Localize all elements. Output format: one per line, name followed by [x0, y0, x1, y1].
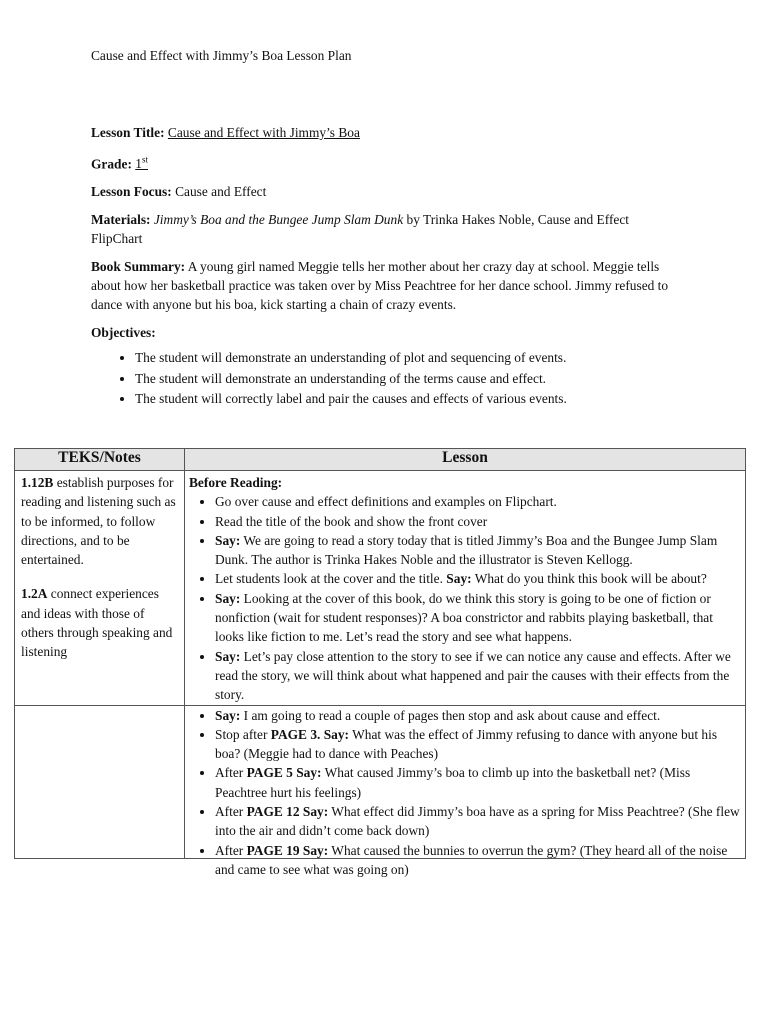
list-item — [215, 531, 741, 570]
focus-line — [91, 182, 691, 201]
grade-line — [91, 151, 691, 173]
item-text: What caused Jimmy’s boa to climb up into the basketball net? (Miss Peachtree hurt his feelings) — [215, 765, 691, 800]
objectives-heading — [91, 323, 691, 342]
list-item — [215, 802, 741, 841]
item-text: What caused the bunnies to overrun the gym? (They heard all of the noise and came to see what was going on) — [215, 842, 728, 877]
materials-rest: by Trinka Hakes Noble, Cause and Effect FlipChart — [91, 212, 630, 247]
teks-notes-cell-empty — [15, 705, 185, 858]
list-item — [215, 512, 741, 531]
teks-standard — [21, 473, 180, 569]
materials-book-title: Jimmy’s Boa and the Bungee Jump Slam Dunk — [153, 212, 404, 228]
item-text: Let’s pay close attention to the story to see if we can notice any cause and effects. After we read the story, we will think about what happened and pair the causes with their effects from the story. — [215, 648, 731, 703]
item-text: What was the effect of Jimmy refusing to dance with anyone but his boa? (Meggie had to dance with Peaches) — [215, 726, 718, 762]
teks-code: 1.12B — [21, 475, 54, 490]
item-prefix: After — [215, 765, 247, 781]
item-text: We are going to read a story today that is titled Jimmy’s Boa and the Bungee Jump Slam Dunk. The author is Trinka Hakes Noble and the illustrator is Steven Kellogg. — [215, 532, 718, 568]
item-text: I am going to read a couple of pages then stop and ask about cause and effect. — [240, 707, 661, 723]
list-item: • The student will demonstrate an understanding of the terms cause and effect. — [135, 369, 691, 390]
list-item — [215, 589, 741, 647]
item-text: What do you think this book will be about? — [471, 571, 707, 587]
summary-label: Book Summary: — [91, 259, 186, 275]
materials-label: Materials: — [91, 212, 151, 228]
summary-line — [91, 257, 671, 314]
say-label: Say: — [215, 532, 241, 548]
list-item — [215, 706, 741, 725]
lesson-meta — [91, 123, 691, 410]
say-label: Say: — [446, 571, 472, 587]
table-row — [15, 705, 746, 858]
item-text: Read the title of the book and show the front cover — [215, 513, 488, 529]
say-label: Say: — [215, 648, 241, 664]
page-say-label: PAGE 5 Say: — [246, 765, 322, 781]
before-reading-list — [189, 492, 741, 704]
list-item — [215, 492, 741, 511]
document-header: Cause and Effect with Jimmy’s Boa Lesson Plan — [91, 48, 352, 63]
summary-text: A young girl named Meggie tells her mother about her crazy day at school. Meggie tells about how her basketball practice was taken over by Miss Peachtree for her dance school. Jimmy refused to dance with anyone but his boa, kick starting a chain of crazy events. — [91, 259, 669, 313]
lesson-title-line — [91, 123, 691, 142]
focus-label: Lesson Focus: — [91, 184, 172, 200]
item-text: Looking at the cover of this book, do we think this story is going to be one of fiction or nonfiction (wait for student responses)? A boa constrictor and rabbits playing basketball, that looks like fiction to me. Let’s read the story and see what happens. — [215, 590, 713, 645]
teks-text: establish purposes for reading and listening such as to be informed, to follow directions, and to be entertained. — [21, 475, 176, 568]
list-item — [215, 841, 741, 880]
item-text: Go over cause and effect definitions and examples on Flipchart. — [215, 494, 557, 510]
teks-notes-cell — [15, 471, 185, 706]
before-reading-heading: Before Reading: — [189, 475, 283, 490]
list-item — [215, 647, 741, 705]
list-item — [215, 569, 741, 588]
lesson-column-header: Lesson — [185, 449, 746, 471]
item-prefix: After — [215, 842, 247, 858]
item-prefix: After — [215, 804, 247, 820]
grade-suffix: st — [141, 155, 148, 165]
page-say-label: PAGE 19 Say: — [246, 842, 329, 858]
table-header-row — [15, 449, 746, 471]
during-reading-content — [189, 706, 741, 877]
during-reading-list — [189, 706, 741, 880]
say-label: Say: — [215, 590, 241, 606]
grade-number: 1 — [135, 156, 142, 172]
list-item: • The student will correctly label and pair the causes and effects of various events. — [135, 389, 691, 410]
materials-line — [91, 210, 666, 248]
list-item: • The student will demonstrate an understanding of plot and sequencing of events. — [135, 348, 691, 369]
grade-label: Grade: — [91, 156, 132, 172]
item-text: Let students look at the cover and the title. — [215, 571, 447, 587]
teks-code: 1.2A — [21, 586, 48, 602]
objectives-label: Objectives: — [91, 325, 156, 341]
list-item — [215, 725, 741, 764]
objectives-list — [91, 348, 691, 410]
lesson-table — [14, 448, 746, 877]
lesson-cell — [185, 705, 746, 877]
teks-standard — [21, 584, 180, 661]
say-label: Say: — [215, 707, 241, 723]
lesson-title-label: Lesson Title: — [91, 125, 165, 140]
item-prefix: Stop after — [215, 726, 271, 742]
lesson-title: Cause and Effect with Jimmy’s Boa — [167, 125, 360, 140]
page-say-label: PAGE 12 Say: — [246, 804, 329, 820]
teks-column-header: TEKS/Notes — [15, 449, 185, 471]
table-row — [15, 471, 746, 706]
page-say-label: PAGE 3. Say: — [270, 726, 350, 742]
focus-value: Cause and Effect — [175, 184, 267, 200]
teks-text: connect experiences and ideas with those of others through speaking and listening — [21, 586, 173, 660]
item-text: What effect did Jimmy’s boa have as a spring for Miss Peachtree? (She flew into the air and didn’t come back down) — [215, 804, 740, 839]
list-item — [215, 763, 741, 802]
grade-value — [135, 156, 148, 171]
lesson-cell — [185, 471, 746, 706]
